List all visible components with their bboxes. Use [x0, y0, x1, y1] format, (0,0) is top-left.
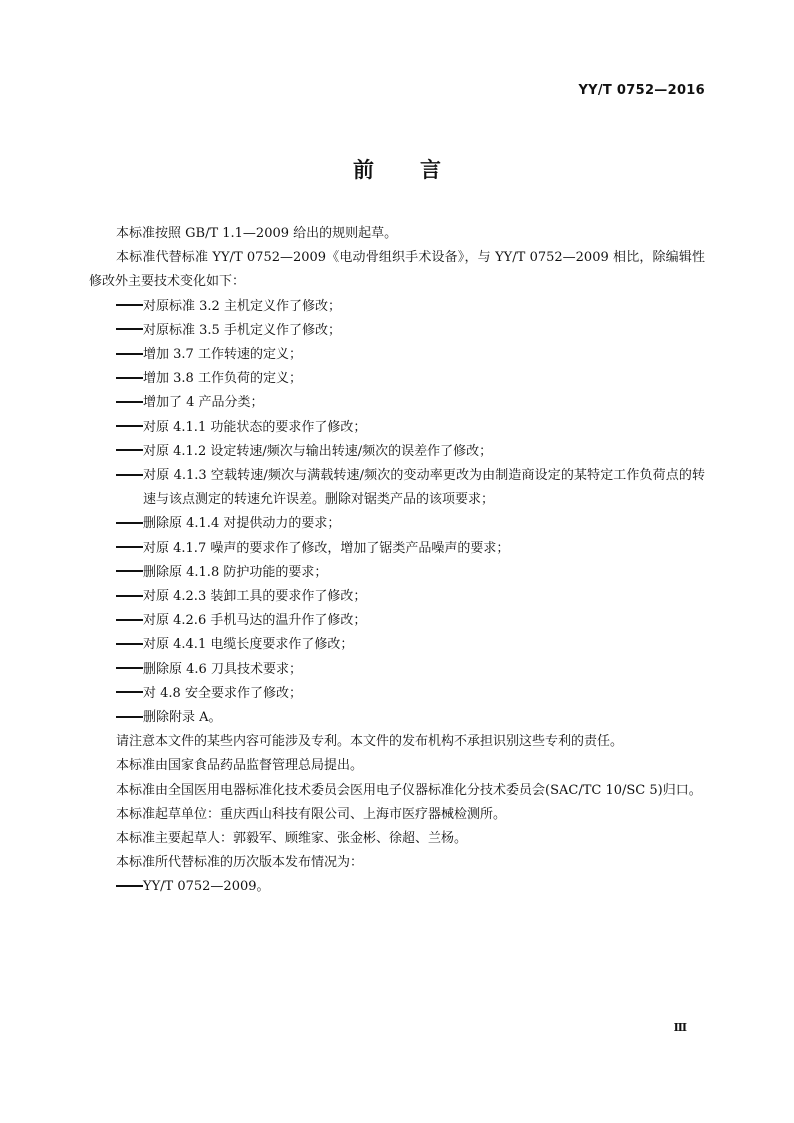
change-item-text: 对原 4.4.1 电缆长度要求作了修改；: [143, 637, 354, 653]
change-item: [89, 295, 705, 319]
change-item: [89, 682, 705, 706]
change-item: [89, 609, 705, 633]
change-item-text: 对原 4.1.1 功能状态的要求作了修改；: [143, 419, 367, 435]
change-item-text: 对原 4.1.7 噪声的要求作了修改，增加了锯类产品噪声的要求；: [143, 540, 510, 556]
standard-code: YY/T 0752—2016: [578, 83, 705, 98]
em-dash-mark: [116, 449, 143, 451]
em-dash-mark: [116, 570, 143, 572]
em-dash-mark: [116, 353, 143, 355]
change-item: [89, 585, 705, 609]
change-item-text: 删除原 4.1.8 防护功能的要求；: [143, 564, 328, 580]
em-dash-mark: [116, 546, 143, 548]
change-item: [89, 633, 705, 657]
page-title: 前言: [353, 158, 487, 182]
change-item: [89, 367, 705, 391]
em-dash-mark: [116, 885, 143, 887]
change-item-text: 对原 4.2.6 手机马达的温升作了修改；: [143, 613, 367, 629]
change-item-text: 对原标准 3.5 手机定义作了修改；: [143, 322, 341, 338]
change-item-text: 对原标准 3.2 主机定义作了修改；: [143, 298, 341, 314]
change-item-text: 增加了 4 产品分类；: [143, 395, 264, 411]
drafters-paragraph: 本标准主要起草人：郭毅军、顾维家、张金彬、徐超、兰杨。: [116, 831, 468, 847]
change-item-text: 对原 4.1.2 设定转速/频次与输出转速/频次的误差作了修改；: [143, 443, 493, 459]
change-item-text: 增加 3.7 工作转速的定义；: [143, 347, 302, 363]
change-item-text: 对原 4.2.3 装卸工具的要求作了修改；: [143, 589, 367, 605]
em-dash-mark: [116, 667, 143, 669]
change-item: [89, 512, 705, 536]
em-dash-mark: [116, 328, 143, 330]
change-item: [89, 391, 705, 415]
change-item-text: 对原 4.1.3 空载转速/频次与满载转速/频次的变动率更改为由制造商设定的某特定工作负荷点的转速与该点测定的转速允许误差。删除对锯类产品的该项要求；: [143, 468, 705, 508]
proposer-paragraph: 本标准由国家食品药品监督管理总局提出。: [116, 758, 364, 774]
em-dash-mark: [116, 401, 143, 403]
change-item-text: 删除原 4.1.4 对提供动力的要求；: [143, 516, 341, 532]
change-item: [89, 319, 705, 343]
history-intro-paragraph: 本标准所代替标准的历次版本发布情况为：: [116, 855, 364, 871]
em-dash-mark: [116, 619, 143, 621]
change-item: [89, 706, 705, 730]
em-dash-mark: [116, 595, 143, 597]
em-dash-mark: [116, 522, 143, 524]
change-item: [89, 440, 705, 464]
em-dash-mark: [116, 643, 143, 645]
em-dash-mark: [116, 474, 143, 476]
replacement-paragraph: 本标准代替标准 YY/T 0752—2009《电动骨组织手术设备》，与 YY/T 0752—2009 相比，除编辑性修改外主要技术变化如下：: [89, 250, 705, 290]
em-dash-mark: [116, 377, 143, 379]
change-item-text: 删除附录 A。: [143, 710, 222, 726]
change-item-text: 对 4.8 安全要求作了修改；: [143, 685, 302, 701]
change-item: [89, 537, 705, 561]
drafting-units-paragraph: 本标准起草单位：重庆西山科技有限公司、上海市医疗器械检测所。: [116, 806, 507, 822]
change-item: [89, 464, 705, 512]
change-item-text: 增加 3.8 工作负荷的定义；: [143, 371, 302, 387]
committee-paragraph: 本标准由全国医用电器标准化技术委员会医用电子仪器标准化分技术委员会(SAC/TC 10/SC 5)归口。: [116, 782, 702, 798]
change-item: [89, 658, 705, 682]
change-item: [89, 561, 705, 585]
change-item: [89, 343, 705, 367]
em-dash-mark: [116, 691, 143, 693]
change-item-text: 删除原 4.6 刀具技术要求；: [143, 661, 302, 677]
em-dash-mark: [116, 425, 143, 427]
patent-notice-paragraph: 请注意本文件的某些内容可能涉及专利。本文件的发布机构不承担识别这些专利的责任。: [116, 734, 624, 750]
drafting-rule-paragraph: 本标准按照 GB/T 1.1—2009 给出的规则起草。: [116, 226, 398, 241]
history-item-text: YY/T 0752—2009。: [143, 879, 270, 895]
em-dash-mark: [116, 716, 143, 718]
change-item: [89, 416, 705, 440]
document-body: [89, 222, 705, 900]
page-number: Ⅲ: [673, 1021, 687, 1034]
em-dash-mark: [116, 304, 143, 306]
history-item: [89, 875, 705, 899]
